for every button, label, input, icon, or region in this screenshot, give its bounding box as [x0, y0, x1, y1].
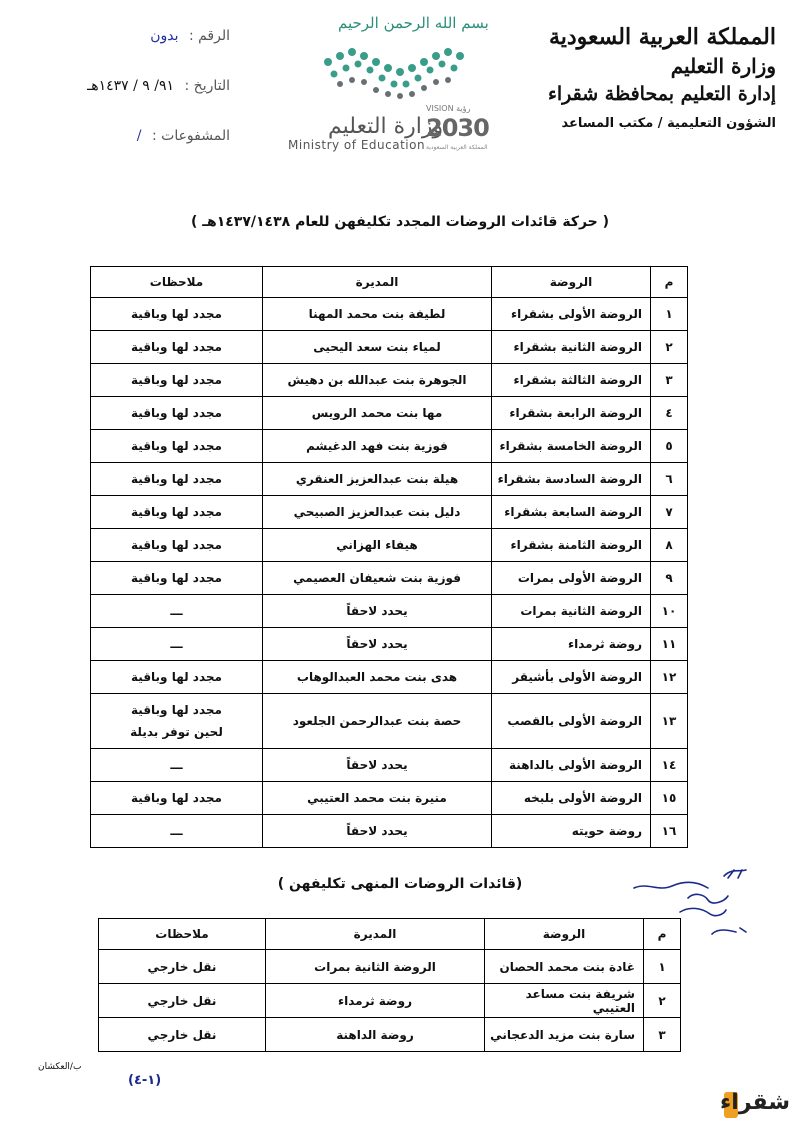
- col-kg-header: الروضة: [492, 267, 651, 298]
- number-field: [40, 28, 230, 56]
- row-notes: نقل خارجي: [99, 950, 266, 984]
- row-notes: مجدد لها وباقية: [91, 430, 263, 463]
- row-kg: روضة حويته: [492, 815, 651, 848]
- table-row: [91, 430, 688, 463]
- row-notes: ـــ: [91, 595, 263, 628]
- row-notes: مجدد لها وباقية: [91, 331, 263, 364]
- ministry-name-ar: وزارة التعليم: [328, 114, 444, 139]
- row-kg: الروضة الرابعة بشقراء: [492, 397, 651, 430]
- col-num-header: م: [644, 919, 681, 950]
- row-kg: الروضة الأولى بمرات: [492, 562, 651, 595]
- row-principal: هيفاء الهزاني: [263, 529, 492, 562]
- row-num: ٣: [651, 364, 688, 397]
- date-label: التاريخ :: [184, 78, 230, 94]
- row-principal: روضة ثرمداء: [266, 984, 485, 1018]
- row-principal: فوزية بنت فهد الدغيشم: [263, 430, 492, 463]
- row-notes-line2: لحين توفر بديلة: [130, 725, 223, 739]
- row-notes: ـــ: [91, 628, 263, 661]
- row-notes: [91, 694, 263, 749]
- row-num: ٥: [651, 430, 688, 463]
- row-kg: الروضة الأولى بشقراء: [492, 298, 651, 331]
- table-row: [91, 661, 688, 694]
- attachments-value: /: [136, 128, 142, 144]
- table-row: [91, 298, 688, 331]
- row-num: ١٠: [651, 595, 688, 628]
- table-row: [91, 749, 688, 782]
- row-notes: مجدد لها وباقية: [91, 782, 263, 815]
- col-principal-header: المديرة: [266, 919, 485, 950]
- row-principal: يحدد لاحقاً: [263, 595, 492, 628]
- author-code: ب/العكشان: [38, 1062, 82, 1072]
- row-principal: حصة بنت عبدالرحمن الجلعود: [263, 694, 492, 749]
- row-num: ١٤: [651, 749, 688, 782]
- vision-year: 2030: [426, 114, 489, 142]
- row-notes: مجدد لها وباقية: [91, 496, 263, 529]
- shaqra-watermark-logo: [722, 1086, 794, 1124]
- row-principal: فوزية بنت شعيفان العصيمي: [263, 562, 492, 595]
- ministry-logo: [268, 14, 508, 154]
- row-principal: هيلة بنت عبدالعزيز العنقري: [263, 463, 492, 496]
- table-row: [99, 1018, 681, 1052]
- table-row: [91, 694, 688, 749]
- table-row: [91, 331, 688, 364]
- row-principal: مها بنت محمد الرويس: [263, 397, 492, 430]
- row-num: ٣: [644, 1018, 681, 1052]
- terminated-principals-table: [98, 918, 681, 1052]
- dots-logo-icon: [318, 42, 478, 102]
- table-row: [91, 463, 688, 496]
- administration-name: إدارة التعليم بمحافظة شقراء: [547, 83, 776, 105]
- row-num: ١: [651, 298, 688, 331]
- row-kg: الروضة الثالثة بشقراء: [492, 364, 651, 397]
- row-kg: الروضة السادسة بشقراء: [492, 463, 651, 496]
- section1-title: ( حركة قائدات الروضات المجدد تكليفهن للعام ١٤٣٧/١٤٣٨هـ ): [190, 214, 610, 230]
- row-notes: نقل خارجي: [99, 984, 266, 1018]
- row-kg: غادة بنت محمد الحصان: [485, 950, 644, 984]
- row-principal: روضة الداهنة: [266, 1018, 485, 1052]
- row-num: ١٣: [651, 694, 688, 749]
- table-row: [91, 782, 688, 815]
- row-kg: الروضة الثانية بمرات: [492, 595, 651, 628]
- renewed-principals-table: [90, 266, 688, 848]
- table-row: [91, 529, 688, 562]
- row-num: ٨: [651, 529, 688, 562]
- vision-label: VISION رؤية: [426, 104, 471, 113]
- row-num: ٢: [651, 331, 688, 364]
- row-num: ٢: [644, 984, 681, 1018]
- row-notes: مجدد لها وباقية: [91, 529, 263, 562]
- row-num: ١٢: [651, 661, 688, 694]
- row-kg: الروضة الأولى بالداهنة: [492, 749, 651, 782]
- row-principal: دليل بنت عبدالعزيز الصبيحي: [263, 496, 492, 529]
- number-value: بدون: [150, 28, 179, 44]
- row-kg: الروضة الأولى بأشيقر: [492, 661, 651, 694]
- row-kg: الروضة الثامنة بشقراء: [492, 529, 651, 562]
- letterhead-right: [526, 22, 776, 131]
- row-notes: ـــ: [91, 749, 263, 782]
- row-principal: لطيفة بنت محمد المهنا: [263, 298, 492, 331]
- row-num: ١: [644, 950, 681, 984]
- row-principal: يحدد لاحقاً: [263, 749, 492, 782]
- vision-subtitle: المملكة العربية السعودية: [426, 144, 488, 151]
- table-row: [91, 595, 688, 628]
- row-notes: مجدد لها وباقية: [91, 661, 263, 694]
- basmala: بسم الله الرحمن الرحيم: [338, 14, 489, 32]
- kingdom-name: المملكة العربية السعودية: [548, 24, 776, 50]
- row-principal: الروضة الثانية بمرات: [266, 950, 485, 984]
- row-num: ٧: [651, 496, 688, 529]
- row-notes-line1: مجدد لها وباقية: [131, 703, 222, 717]
- col-num-header: م: [651, 267, 688, 298]
- row-notes: مجدد لها وباقية: [91, 298, 263, 331]
- row-principal: لمياء بنت سعد اليحيى: [263, 331, 492, 364]
- row-principal: منيرة بنت محمد العتيبي: [263, 782, 492, 815]
- table-row: [91, 628, 688, 661]
- row-num: ١٦: [651, 815, 688, 848]
- page-number: (١-٤): [128, 1073, 162, 1088]
- brand-text: شقراء: [720, 1090, 790, 1115]
- row-notes: نقل خارجي: [99, 1018, 266, 1052]
- table-row: [91, 562, 688, 595]
- vision-2030-logo: [426, 104, 498, 150]
- row-kg: الروضة الأولى بلبخه: [492, 782, 651, 815]
- table-row: [91, 815, 688, 848]
- table-row: [99, 950, 681, 984]
- col-principal-header: المديرة: [263, 267, 492, 298]
- row-principal: هدى بنت محمد العبدالوهاب: [263, 661, 492, 694]
- row-kg: الروضة الثانية بشقراء: [492, 331, 651, 364]
- table-row: [91, 496, 688, 529]
- row-num: ٩: [651, 562, 688, 595]
- row-notes: مجدد لها وباقية: [91, 562, 263, 595]
- row-principal: الجوهرة بنت عبدالله بن دهيش: [263, 364, 492, 397]
- ministry-name: وزارة التعليم: [670, 54, 776, 78]
- table-row: [91, 364, 688, 397]
- row-kg: الروضة السابعة بشقراء: [492, 496, 651, 529]
- row-principal: يحدد لاحقاً: [263, 628, 492, 661]
- reference-fields: [40, 28, 230, 178]
- row-notes: مجدد لها وباقية: [91, 463, 263, 496]
- section2-title: (قائدات الروضات المنهى تكليفهن ): [277, 876, 523, 892]
- row-notes: مجدد لها وباقية: [91, 397, 263, 430]
- attachments-label: المشفوعات :: [151, 128, 230, 144]
- row-num: ١١: [651, 628, 688, 661]
- attachments-field: [40, 128, 230, 156]
- col-notes-header: ملاحظات: [99, 919, 266, 950]
- table-header-row: [99, 919, 681, 950]
- table-row: [99, 984, 681, 1018]
- row-kg: شريفة بنت مساعد العتيبي: [485, 984, 644, 1018]
- col-notes-header: ملاحظات: [91, 267, 263, 298]
- row-num: ٦: [651, 463, 688, 496]
- number-label: الرقم :: [188, 28, 230, 44]
- row-num: ١٥: [651, 782, 688, 815]
- date-field: [40, 78, 230, 106]
- table-row: [91, 397, 688, 430]
- table-header-row: [91, 267, 688, 298]
- row-notes: ـــ: [91, 815, 263, 848]
- row-kg: الروضة الخامسة بشقراء: [492, 430, 651, 463]
- row-kg: سارة بنت مزيد الدعجاني: [485, 1018, 644, 1052]
- row-principal: يحدد لاحقاً: [263, 815, 492, 848]
- date-value: ٩١/ ٩ / ١٤٣٧هـ: [87, 78, 175, 94]
- row-notes: مجدد لها وباقية: [91, 364, 263, 397]
- col-kg-header: الروضة: [485, 919, 644, 950]
- ministry-name-en: Ministry of Education: [288, 138, 426, 152]
- department-name: الشؤون التعليمية / مكتب المساعد: [561, 116, 776, 131]
- row-num: ٤: [651, 397, 688, 430]
- row-kg: روضة ثرمداء: [492, 628, 651, 661]
- row-kg: الروضة الأولى بالقصب: [492, 694, 651, 749]
